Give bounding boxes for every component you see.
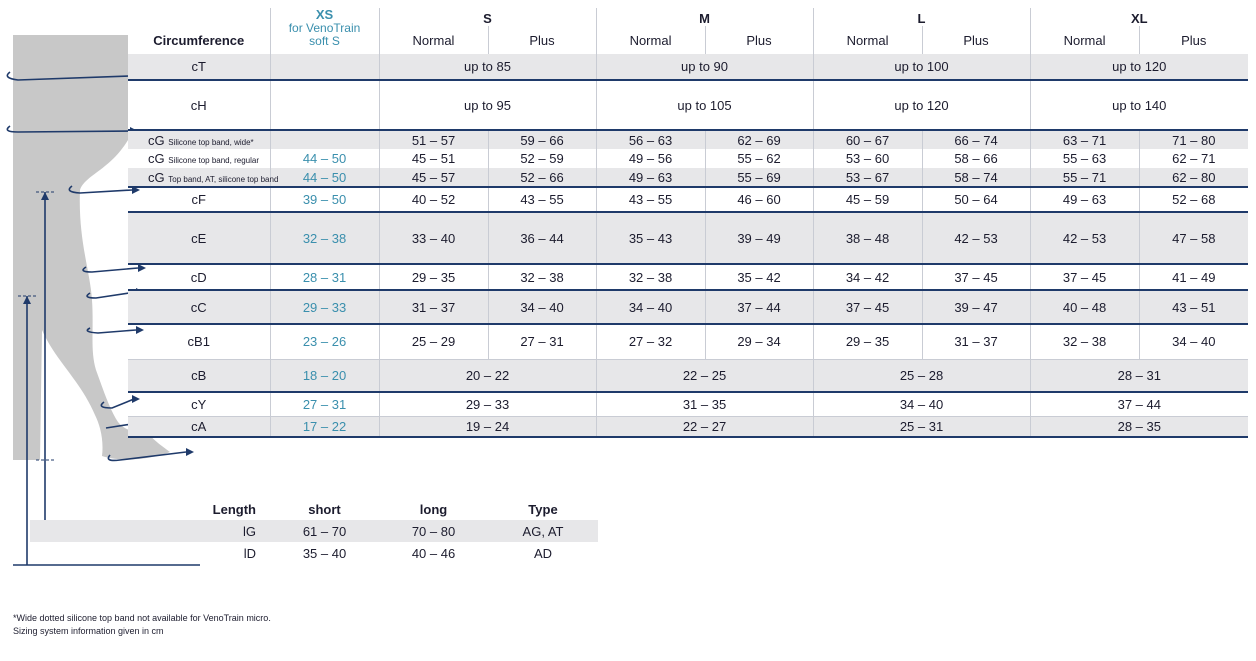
- cell: 29 – 33: [270, 290, 379, 324]
- xl-normal-heading: Normal: [1030, 26, 1139, 54]
- cell: 39 – 50: [270, 187, 379, 212]
- cell: 42 – 53: [922, 212, 1030, 264]
- cell: 50 – 64: [922, 187, 1030, 212]
- length-table: [30, 498, 598, 564]
- cell: up to 120: [1030, 54, 1248, 80]
- cell: 32 – 38: [270, 212, 379, 264]
- cell: 43 – 51: [1139, 290, 1248, 324]
- footnote: [13, 612, 271, 638]
- cell: 37 – 44: [705, 290, 813, 324]
- cell: 17 – 22: [270, 416, 379, 437]
- table-row: [30, 520, 598, 542]
- row-label-cg-wide: cG Silicone top band, wide*: [128, 130, 270, 149]
- size-l-heading: L: [813, 8, 1030, 26]
- cell: up to 100: [813, 54, 1030, 80]
- cell: 45 – 57: [379, 168, 488, 187]
- cell: 29 – 35: [813, 324, 922, 359]
- cell: 35 – 43: [596, 212, 705, 264]
- l-normal-heading: Normal: [813, 26, 922, 54]
- row-label-ch: cH: [190, 97, 207, 113]
- cell: 37 – 45: [922, 264, 1030, 290]
- cell: 52 – 66: [488, 168, 596, 187]
- m-normal-heading: Normal: [596, 26, 705, 54]
- row-label-cb1: cB1: [187, 334, 210, 350]
- cell: 49 – 56: [596, 149, 705, 168]
- cell: 27 – 32: [596, 324, 705, 359]
- cell: 36 – 44: [488, 212, 596, 264]
- cell: 62 – 69: [705, 130, 813, 149]
- table-row: [128, 130, 1248, 149]
- cell: 37 – 44: [1030, 392, 1248, 416]
- cell: 34 – 40: [596, 290, 705, 324]
- length-heading: Length: [212, 501, 256, 517]
- cell: [270, 54, 379, 80]
- cell: 31 – 35: [596, 392, 813, 416]
- cell: 23 – 26: [270, 324, 379, 359]
- cell: 55 – 69: [705, 168, 813, 187]
- m-plus-heading: Plus: [705, 26, 813, 54]
- cell: 29 – 35: [379, 264, 488, 290]
- cell: 35 – 42: [705, 264, 813, 290]
- footnote-line-1: *Wide dotted silicone top band not available for VenoTrain micro.: [13, 613, 271, 623]
- cell: 41 – 49: [1139, 264, 1248, 290]
- xs-note-2: soft S: [309, 34, 340, 48]
- cell: 42 – 53: [1030, 212, 1139, 264]
- row-label-ca: cA: [128, 416, 270, 437]
- cell: 59 – 66: [488, 130, 596, 149]
- cell: 22 – 25: [596, 359, 813, 392]
- footnote-line-2: Sizing system information given in cm: [13, 626, 164, 636]
- cell: AD: [533, 545, 553, 561]
- table-row: [128, 80, 1248, 130]
- cell: 39 – 47: [922, 290, 1030, 324]
- cell: 37 – 45: [1030, 264, 1139, 290]
- size-xl-heading: XL: [1030, 8, 1248, 26]
- s-normal-heading: Normal: [379, 26, 488, 54]
- cell: 56 – 63: [596, 130, 705, 149]
- row-label-cg-topband: cG Top band, AT, silicone top band: [128, 168, 270, 187]
- cell: 52 – 68: [1139, 187, 1248, 212]
- cell: 45 – 51: [379, 149, 488, 168]
- cell: 33 – 40: [379, 212, 488, 264]
- cell: 28 – 31: [1030, 359, 1248, 392]
- row-label-cd: cD: [190, 269, 207, 285]
- cell: 70 – 80: [379, 520, 488, 542]
- cell: 34 – 40: [1139, 324, 1248, 359]
- row-label-cy: cY: [191, 396, 207, 412]
- cell: 44 – 50: [270, 168, 379, 187]
- cell: 53 – 67: [813, 168, 922, 187]
- cell: 71 – 80: [1139, 130, 1248, 149]
- size-m-heading: M: [596, 8, 813, 26]
- cell: 31 – 37: [922, 324, 1030, 359]
- cell: 43 – 55: [488, 187, 596, 212]
- cell: 55 – 63: [1030, 149, 1139, 168]
- cell: 34 – 40: [488, 290, 596, 324]
- cell: 49 – 63: [1030, 187, 1139, 212]
- xs-note-1: for VenoTrain: [288, 21, 361, 35]
- xl-plus-heading: Plus: [1139, 26, 1248, 54]
- cell: 62 – 71: [1139, 149, 1248, 168]
- cell: up to 90: [596, 54, 813, 80]
- cell: up to 140: [1030, 80, 1248, 130]
- cell: 55 – 71: [1030, 168, 1139, 187]
- table-row: [128, 324, 1248, 359]
- cell: 43 – 55: [596, 187, 705, 212]
- cell: up to 120: [813, 80, 1030, 130]
- cell: 39 – 49: [705, 212, 813, 264]
- length-label-lg: lG: [30, 520, 270, 542]
- cell: 27 – 31: [488, 324, 596, 359]
- table-row: [128, 149, 1248, 168]
- table-row: [128, 290, 1248, 324]
- cell: 58 – 74: [922, 168, 1030, 187]
- long-heading: long: [419, 501, 448, 517]
- cell: 44 – 50: [270, 149, 379, 168]
- cell: 32 – 38: [488, 264, 596, 290]
- size-s-heading: S: [379, 8, 596, 26]
- cell: 63 – 71: [1030, 130, 1139, 149]
- size-table: [128, 8, 1248, 438]
- cell: 40 – 48: [1030, 290, 1139, 324]
- cell: 25 – 31: [813, 416, 1030, 437]
- cell: 40 – 52: [379, 187, 488, 212]
- cell: 27 – 31: [270, 392, 379, 416]
- cell: 22 – 27: [596, 416, 813, 437]
- cell: 25 – 28: [813, 359, 1030, 392]
- row-note: Top band, AT, silicone top band: [168, 174, 279, 184]
- cell: 51 – 57: [379, 130, 488, 149]
- table-row: [30, 542, 598, 564]
- cell: 31 – 37: [379, 290, 488, 324]
- cell: 46 – 60: [705, 187, 813, 212]
- table-row: [128, 168, 1248, 187]
- cell: up to 95: [379, 80, 596, 130]
- row-label-ct: cT: [128, 54, 270, 80]
- cell: 34 – 42: [813, 264, 922, 290]
- cell: 29 – 33: [379, 392, 596, 416]
- table-row: [128, 54, 1248, 80]
- row-label-cc: cC: [128, 290, 270, 324]
- cell: 28 – 31: [270, 264, 379, 290]
- table-row: [128, 416, 1248, 437]
- type-heading: Type: [528, 501, 558, 517]
- row-note: Silicone top band, wide*: [168, 137, 254, 147]
- table-row: [128, 212, 1248, 264]
- cell: [270, 80, 379, 130]
- table-row: [128, 359, 1248, 392]
- cell: 28 – 35: [1030, 416, 1248, 437]
- cell: 29 – 34: [705, 324, 813, 359]
- cell: 52 – 59: [488, 149, 596, 168]
- cell: 35 – 40: [302, 545, 347, 561]
- cell: 25 – 29: [379, 324, 488, 359]
- table-row: [128, 264, 1248, 290]
- cell: 45 – 59: [813, 187, 922, 212]
- cell: 49 – 63: [596, 168, 705, 187]
- row-label-cg-regular: cG Silicone top band, regular: [148, 151, 259, 166]
- cell: 18 – 20: [270, 359, 379, 392]
- cell: AG, AT: [488, 520, 598, 542]
- cell: 47 – 58: [1139, 212, 1248, 264]
- length-label-ld: lD: [243, 545, 256, 561]
- cell: [270, 130, 379, 149]
- cell: 32 – 38: [1030, 324, 1139, 359]
- cell: 61 – 70: [270, 520, 379, 542]
- cell: 60 – 67: [813, 130, 922, 149]
- row-label-cf: cF: [191, 192, 206, 207]
- table-row: [128, 392, 1248, 416]
- size-xs-heading: [270, 8, 379, 54]
- cell: 55 – 62: [705, 149, 813, 168]
- xs-label: XS: [315, 7, 334, 22]
- cell: 40 – 46: [411, 545, 456, 561]
- cell: 62 – 80: [1139, 168, 1248, 187]
- s-plus-heading: Plus: [488, 26, 596, 54]
- row-label-ce: cE: [128, 212, 270, 264]
- row-label-cb: cB: [128, 359, 270, 392]
- short-heading: short: [308, 501, 341, 517]
- cell: 38 – 48: [813, 212, 922, 264]
- cell: 53 – 60: [813, 149, 922, 168]
- cell: up to 105: [596, 80, 813, 130]
- table-row: [128, 187, 1248, 212]
- cell: 37 – 45: [813, 290, 922, 324]
- cell: 66 – 74: [922, 130, 1030, 149]
- cell: 34 – 40: [813, 392, 1030, 416]
- cell: 20 – 22: [379, 359, 596, 392]
- circumference-heading: Circumference: [153, 33, 245, 48]
- cell: 32 – 38: [596, 264, 705, 290]
- cell: up to 85: [379, 54, 596, 80]
- cell: 58 – 66: [922, 149, 1030, 168]
- l-plus-heading: Plus: [922, 26, 1030, 54]
- cell: 19 – 24: [379, 416, 596, 437]
- row-note: Silicone top band, regular: [168, 156, 259, 165]
